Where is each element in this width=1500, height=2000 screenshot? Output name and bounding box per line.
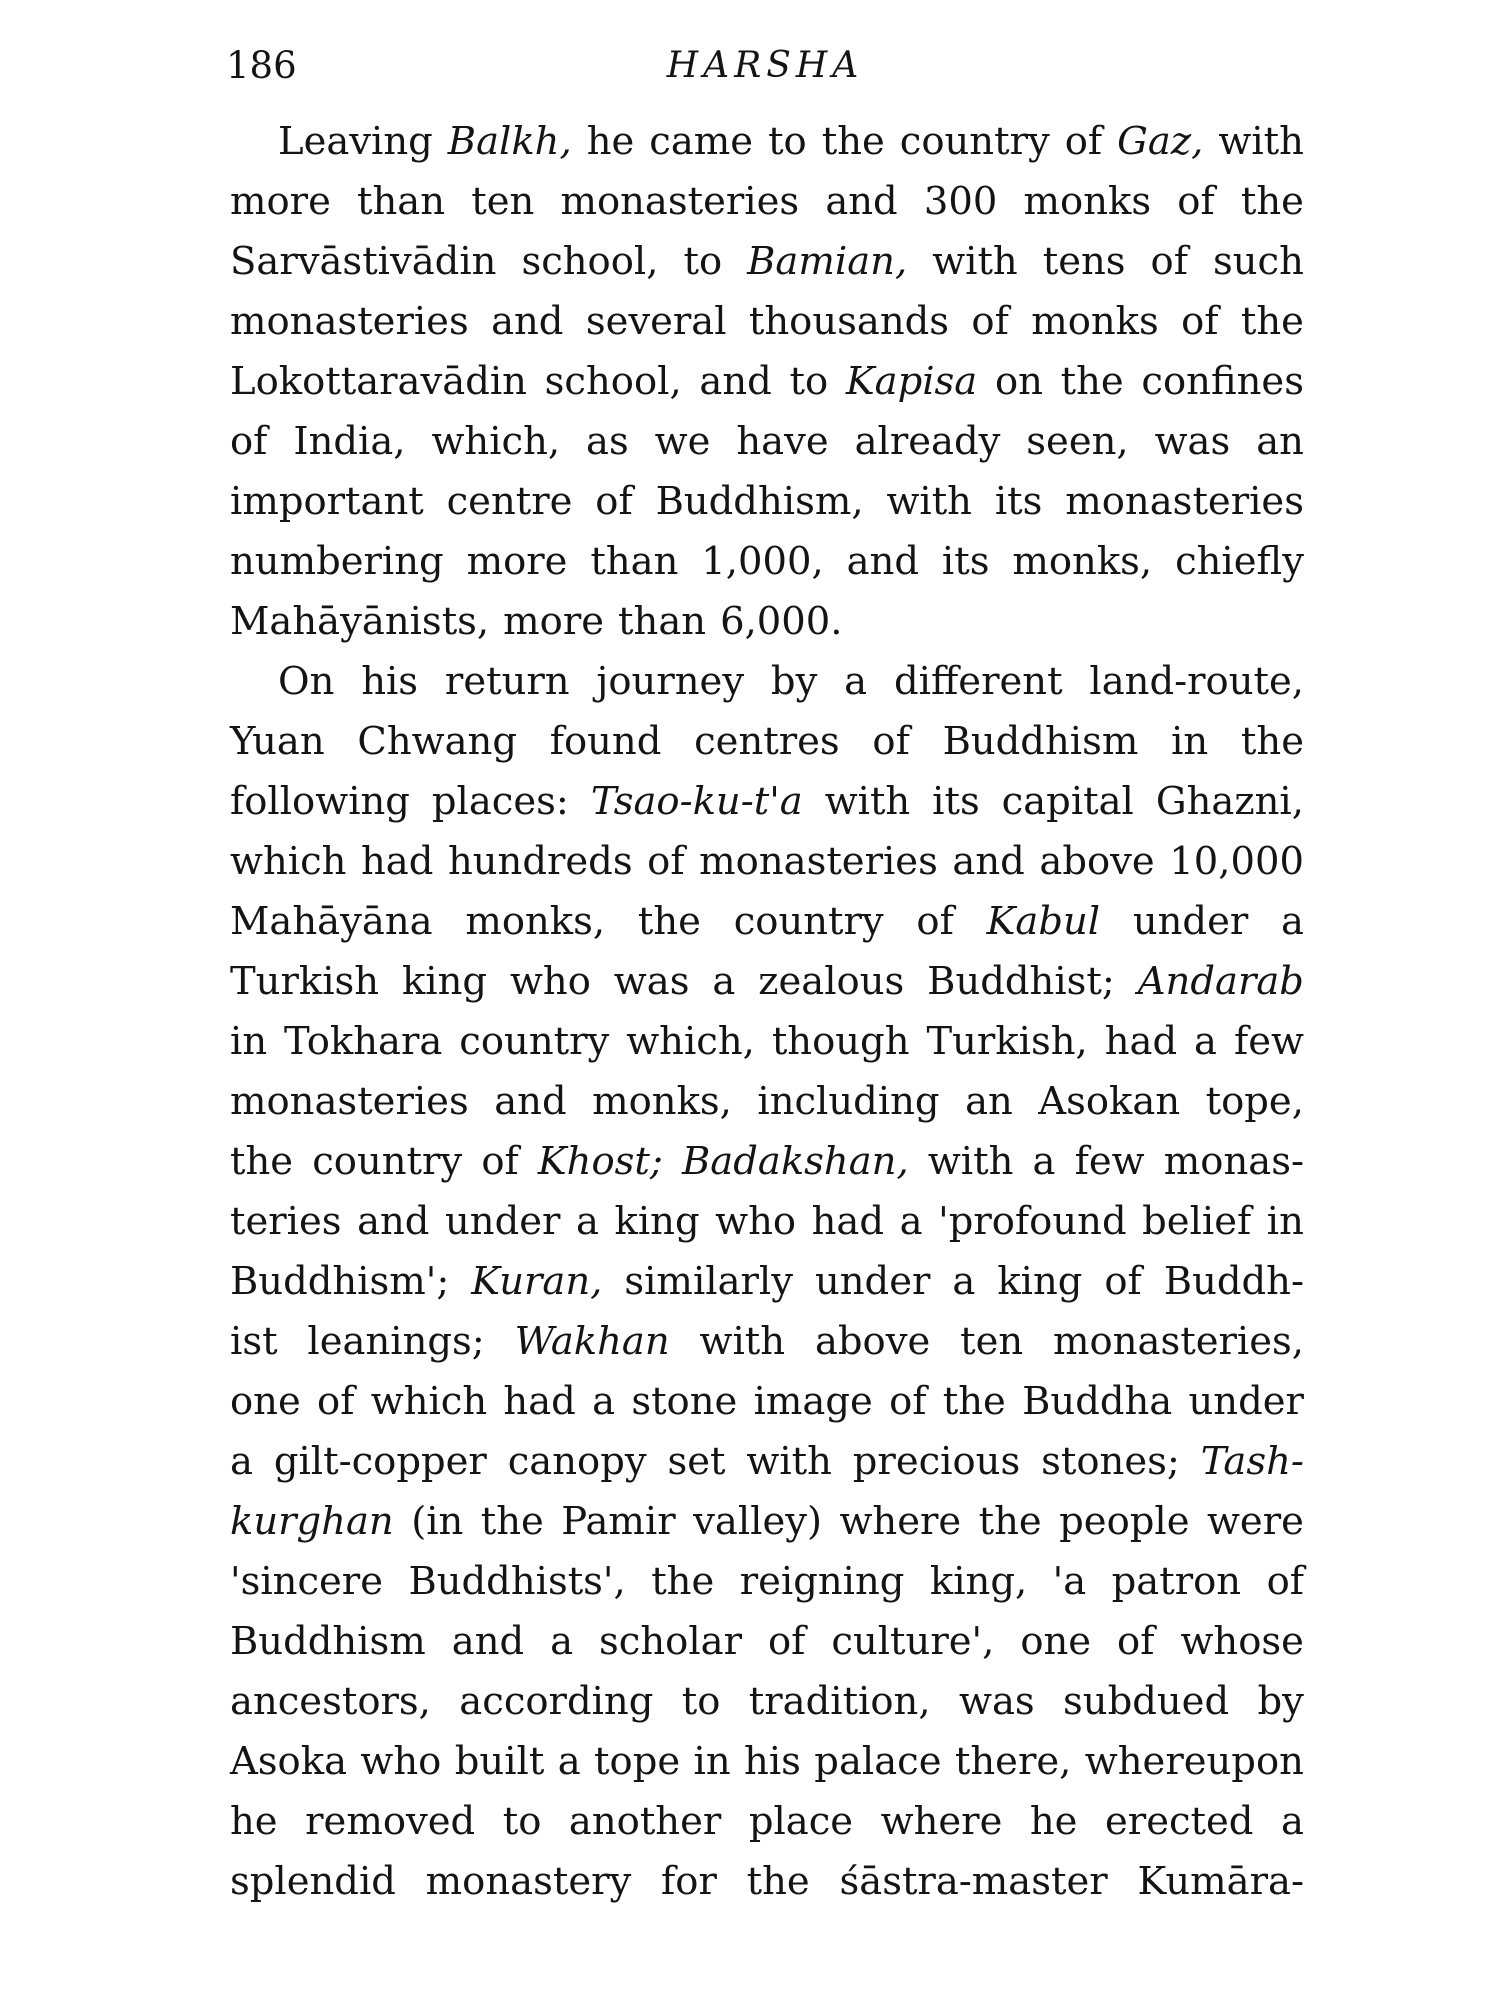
word: 1,000, xyxy=(701,539,824,584)
word: which, xyxy=(431,419,561,464)
word: to xyxy=(768,119,807,164)
word: built xyxy=(454,1739,545,1784)
word: place xyxy=(748,1799,854,1844)
word: important xyxy=(230,479,424,524)
word: for xyxy=(661,1859,717,1904)
word: with xyxy=(927,1139,1014,1184)
word: several xyxy=(585,299,727,344)
word: monasteries, xyxy=(1053,1319,1304,1364)
word: of xyxy=(317,1379,355,1424)
word: reigning xyxy=(739,1559,905,1604)
word: king xyxy=(614,1199,700,1244)
word: scholar xyxy=(599,1619,743,1664)
word: Buddh- xyxy=(1163,1259,1304,1304)
word: whose xyxy=(1180,1619,1304,1664)
word: 'sincere xyxy=(230,1559,383,1604)
word: had xyxy=(1104,1019,1178,1064)
word: found xyxy=(549,719,662,764)
word: Sarvāstivādin xyxy=(230,239,497,284)
word: ancestors, xyxy=(230,1679,431,1724)
word: kurghan xyxy=(230,1499,394,1544)
word: few xyxy=(1074,1139,1145,1184)
word: 'a xyxy=(1052,1559,1087,1604)
word: Mahāyānists, xyxy=(230,599,490,644)
word: Mahāyāna xyxy=(230,899,433,944)
word: have xyxy=(736,419,829,464)
word: a xyxy=(1280,1799,1304,1844)
word: to xyxy=(502,1799,542,1844)
text-line xyxy=(230,1252,1304,1312)
page-number: 186 xyxy=(226,44,297,87)
text-line xyxy=(230,472,1304,532)
word: and xyxy=(357,1199,430,1244)
word: than xyxy=(590,539,679,584)
word: of xyxy=(1064,119,1103,164)
word: monks, xyxy=(1012,539,1153,584)
word: he xyxy=(230,1799,278,1844)
word: similarly xyxy=(624,1259,793,1304)
word: chiefly xyxy=(1175,539,1304,584)
word: monasteries xyxy=(699,839,938,884)
word: was xyxy=(613,959,690,1004)
word: monks, xyxy=(465,899,606,944)
word: its xyxy=(994,479,1043,524)
text-line xyxy=(230,952,1304,1012)
word: than xyxy=(357,179,446,224)
word: a xyxy=(576,1199,599,1244)
word: country xyxy=(733,899,884,944)
word: monasteries xyxy=(560,179,800,224)
word: of xyxy=(647,839,685,884)
word: patron xyxy=(1111,1559,1242,1604)
word: and xyxy=(825,179,898,224)
word: Khost; xyxy=(537,1139,663,1184)
word: the xyxy=(1240,719,1304,764)
text-line xyxy=(230,532,1304,592)
word: a xyxy=(550,1619,574,1664)
word: gilt-copper xyxy=(273,1439,487,1484)
word: which, xyxy=(626,1019,755,1064)
text-line xyxy=(230,1612,1304,1672)
running-head xyxy=(226,36,1304,96)
word: ten xyxy=(471,179,535,224)
word: Buddhism xyxy=(942,719,1139,764)
word: and xyxy=(451,1619,525,1664)
word: canopy xyxy=(507,1439,647,1484)
word: of xyxy=(1181,299,1219,344)
word: the xyxy=(746,1859,810,1904)
word: set xyxy=(667,1439,726,1484)
word: according xyxy=(459,1679,654,1724)
word: country xyxy=(899,119,1050,164)
word: under xyxy=(445,1199,561,1244)
word: monks xyxy=(1031,299,1159,344)
word: another xyxy=(568,1799,722,1844)
word: with xyxy=(886,479,972,524)
word: Kabul xyxy=(986,899,1101,944)
word: and xyxy=(491,299,564,344)
word: the xyxy=(230,1139,294,1184)
word: Gaz, xyxy=(1117,119,1204,164)
word: its xyxy=(932,779,980,824)
word: who xyxy=(509,959,591,1004)
word: removed xyxy=(305,1799,476,1844)
word: its xyxy=(941,539,990,584)
text-line xyxy=(230,772,1304,832)
word: of xyxy=(889,1379,927,1424)
word: teries xyxy=(230,1199,342,1244)
word: with xyxy=(824,779,911,824)
word: splendid xyxy=(230,1859,396,1904)
word: king xyxy=(401,959,488,1004)
word: Asoka xyxy=(230,1739,348,1784)
word: monasteries xyxy=(230,299,469,344)
word: valley) xyxy=(693,1499,822,1544)
word: of xyxy=(1266,1559,1304,1604)
word: and xyxy=(494,1079,567,1124)
word: 300 xyxy=(923,179,998,224)
text-line xyxy=(230,592,1304,652)
word: ten xyxy=(960,1319,1024,1364)
word: following xyxy=(230,779,410,824)
word: and xyxy=(952,839,1025,884)
word: erected xyxy=(1105,1799,1254,1844)
word: had xyxy=(360,839,434,884)
word: centre xyxy=(446,479,573,524)
text-line xyxy=(230,1492,1304,1552)
text-line xyxy=(230,1792,1304,1852)
text-line xyxy=(230,712,1304,772)
word: his xyxy=(744,1739,801,1784)
word: the xyxy=(942,1379,1006,1424)
word: had xyxy=(811,1199,885,1244)
word: came xyxy=(649,119,754,164)
word: of xyxy=(1117,1619,1155,1664)
word: thousands xyxy=(748,299,950,344)
word: more xyxy=(503,599,605,644)
word: Tash- xyxy=(1200,1439,1304,1484)
word: the xyxy=(978,1499,1042,1544)
word: of xyxy=(1177,179,1215,224)
word: the xyxy=(1240,299,1304,344)
word: his xyxy=(361,659,419,704)
word: Buddhists', xyxy=(408,1559,626,1604)
word: Balkh, xyxy=(447,119,572,164)
word: Buddhism xyxy=(230,1619,426,1664)
word: image xyxy=(753,1379,873,1424)
word: Chwang xyxy=(357,719,517,764)
word: as xyxy=(586,419,629,464)
word: Yuan xyxy=(230,719,325,764)
word: the xyxy=(1240,179,1304,224)
word: we xyxy=(654,419,711,464)
word: of xyxy=(1150,239,1188,284)
word: an xyxy=(965,1079,1013,1124)
word: of xyxy=(971,299,1009,344)
word: where xyxy=(880,1799,1003,1844)
word: above xyxy=(1039,839,1155,884)
word: stone xyxy=(631,1379,738,1424)
word: where xyxy=(839,1499,962,1544)
word: of xyxy=(872,719,910,764)
word: Buddhism'; xyxy=(230,1259,450,1304)
word: Pamir xyxy=(561,1499,676,1544)
text-line xyxy=(230,1312,1304,1372)
word: Andarab xyxy=(1137,959,1304,1004)
word: land-route, xyxy=(1089,659,1304,704)
word: monasteries xyxy=(1065,479,1304,524)
word: Buddhist; xyxy=(927,959,1115,1004)
word: stones; xyxy=(1041,1439,1180,1484)
word: Tsao-ku-t'a xyxy=(590,779,803,824)
word: with xyxy=(1218,119,1304,164)
body-text xyxy=(230,112,1304,1912)
word: hundreds xyxy=(447,839,633,884)
word: monastery xyxy=(425,1859,632,1904)
word: of xyxy=(595,479,633,524)
word: Badakshan, xyxy=(681,1139,909,1184)
text-line xyxy=(230,352,1304,412)
word: more xyxy=(466,539,568,584)
word: in xyxy=(230,1019,268,1064)
word: Kuran, xyxy=(471,1259,603,1304)
word: monks xyxy=(1023,179,1152,224)
text-line xyxy=(230,1852,1304,1912)
word: On xyxy=(278,659,335,704)
text-line xyxy=(230,652,1304,712)
word: of xyxy=(481,1139,519,1184)
word: Buddhism, xyxy=(655,479,864,524)
word: than xyxy=(618,599,707,644)
word: a xyxy=(230,1439,253,1484)
word: a xyxy=(844,659,868,704)
word: monas- xyxy=(1163,1139,1304,1184)
text-line xyxy=(230,232,1304,292)
text-line xyxy=(230,112,1304,172)
word: by xyxy=(770,659,818,704)
word: school, xyxy=(544,359,682,404)
word: under xyxy=(1188,1379,1304,1424)
word: Ghazni, xyxy=(1155,779,1304,824)
word: Buddha xyxy=(1022,1379,1173,1424)
word: few xyxy=(1233,1019,1304,1064)
word: one xyxy=(230,1379,301,1424)
word: above xyxy=(814,1319,931,1364)
word: the xyxy=(651,1559,715,1604)
word: in xyxy=(1171,719,1209,764)
running-title: HARSHA xyxy=(666,45,864,86)
word: seen, xyxy=(1026,419,1129,464)
word: monks, xyxy=(592,1079,732,1124)
word: and xyxy=(846,539,920,584)
word: a xyxy=(1032,1139,1056,1184)
word: (in xyxy=(411,1499,464,1544)
word: Leaving xyxy=(278,119,433,164)
word: capital xyxy=(1001,779,1134,824)
word: country xyxy=(459,1019,610,1064)
text-line xyxy=(230,892,1304,952)
text-line xyxy=(230,172,1304,232)
word: there, xyxy=(954,1739,1072,1784)
word: to xyxy=(683,239,723,284)
word: precious xyxy=(852,1439,1021,1484)
word: tradition, xyxy=(748,1679,931,1724)
word: in xyxy=(693,1739,731,1784)
text-line xyxy=(230,1672,1304,1732)
text-line xyxy=(230,412,1304,472)
word: a xyxy=(899,1199,923,1244)
word: 'profound xyxy=(938,1199,1127,1244)
word: Turkish xyxy=(230,959,380,1004)
word: was xyxy=(1154,419,1231,464)
text-line xyxy=(230,1372,1304,1432)
word: tens xyxy=(1042,239,1126,284)
word: tope, xyxy=(1205,1079,1304,1124)
word: with xyxy=(699,1319,786,1364)
word: people xyxy=(1059,1499,1190,1544)
word: school, xyxy=(521,239,659,284)
word: to xyxy=(789,359,829,404)
word: who xyxy=(360,1739,442,1784)
word: 10,000 xyxy=(1169,839,1304,884)
word: he xyxy=(586,119,635,164)
word: a xyxy=(557,1739,581,1784)
text-line xyxy=(230,832,1304,892)
word: had xyxy=(503,1379,576,1424)
word: monasteries xyxy=(230,1079,469,1124)
text-line xyxy=(230,1192,1304,1252)
word: whereupon xyxy=(1084,1739,1304,1784)
word: which xyxy=(370,1379,488,1424)
word: zealous xyxy=(758,959,905,1004)
word: the xyxy=(480,1499,544,1544)
word: places: xyxy=(431,779,569,824)
word: Lokottaravādin xyxy=(230,359,527,404)
word: Asokan xyxy=(1038,1079,1181,1124)
word: country xyxy=(312,1139,463,1184)
word: an xyxy=(1256,419,1304,464)
word: which xyxy=(230,839,347,884)
text-line xyxy=(230,1132,1304,1192)
word: were xyxy=(1206,1499,1304,1544)
word: return xyxy=(444,659,570,704)
word: one xyxy=(1020,1619,1092,1664)
word: king xyxy=(997,1259,1083,1304)
word: śāstra-master xyxy=(839,1859,1108,1904)
word: of xyxy=(916,899,954,944)
word: of xyxy=(230,419,268,464)
word: India, xyxy=(293,419,406,464)
word: he xyxy=(1029,1799,1078,1844)
word: and xyxy=(699,359,772,404)
word: ist xyxy=(230,1319,278,1364)
word: Tokhara xyxy=(284,1019,443,1064)
text-line xyxy=(230,1552,1304,1612)
word: in xyxy=(1266,1199,1304,1244)
word: a xyxy=(952,1259,976,1304)
word: 6,000. xyxy=(720,599,843,644)
word: a xyxy=(1281,899,1304,944)
word: including xyxy=(757,1079,940,1124)
word: such xyxy=(1212,239,1304,284)
word: with xyxy=(932,239,1018,284)
text-line xyxy=(230,292,1304,352)
word: who xyxy=(715,1199,797,1244)
word: the xyxy=(1060,359,1124,404)
word: different xyxy=(893,659,1063,704)
word: a xyxy=(1194,1019,1218,1064)
word: culture', xyxy=(831,1619,995,1664)
word: Bamian, xyxy=(747,239,908,284)
word: numbering xyxy=(230,539,444,584)
word: to xyxy=(681,1679,721,1724)
word: palace xyxy=(814,1739,942,1784)
word: Kapisa xyxy=(845,359,978,404)
text-line xyxy=(230,1072,1304,1132)
word: though xyxy=(771,1019,910,1064)
word: centres xyxy=(694,719,840,764)
word: on xyxy=(994,359,1043,404)
word: of xyxy=(767,1619,806,1664)
word: Kumāra- xyxy=(1137,1859,1304,1904)
word: more xyxy=(230,179,331,224)
word: under xyxy=(1132,899,1249,944)
word: with xyxy=(746,1439,832,1484)
word: Wakhan xyxy=(514,1319,670,1364)
word: tope xyxy=(594,1739,681,1784)
word: subdued xyxy=(1063,1679,1230,1724)
word: confines xyxy=(1141,359,1304,404)
word: by xyxy=(1257,1679,1304,1724)
text-line xyxy=(230,1012,1304,1072)
word: the xyxy=(821,119,885,164)
word: Turkish, xyxy=(926,1019,1088,1064)
text-line xyxy=(230,1432,1304,1492)
word: already xyxy=(854,419,1001,464)
word: a xyxy=(712,959,736,1004)
word: king, xyxy=(929,1559,1028,1604)
word: leanings; xyxy=(307,1319,485,1364)
word: under xyxy=(814,1259,931,1304)
word: journey xyxy=(596,659,745,704)
word: belief xyxy=(1142,1199,1252,1244)
word: of xyxy=(1104,1259,1142,1304)
text-line xyxy=(230,1732,1304,1792)
word: was xyxy=(958,1679,1035,1724)
word: a xyxy=(592,1379,616,1424)
word: the xyxy=(637,899,701,944)
